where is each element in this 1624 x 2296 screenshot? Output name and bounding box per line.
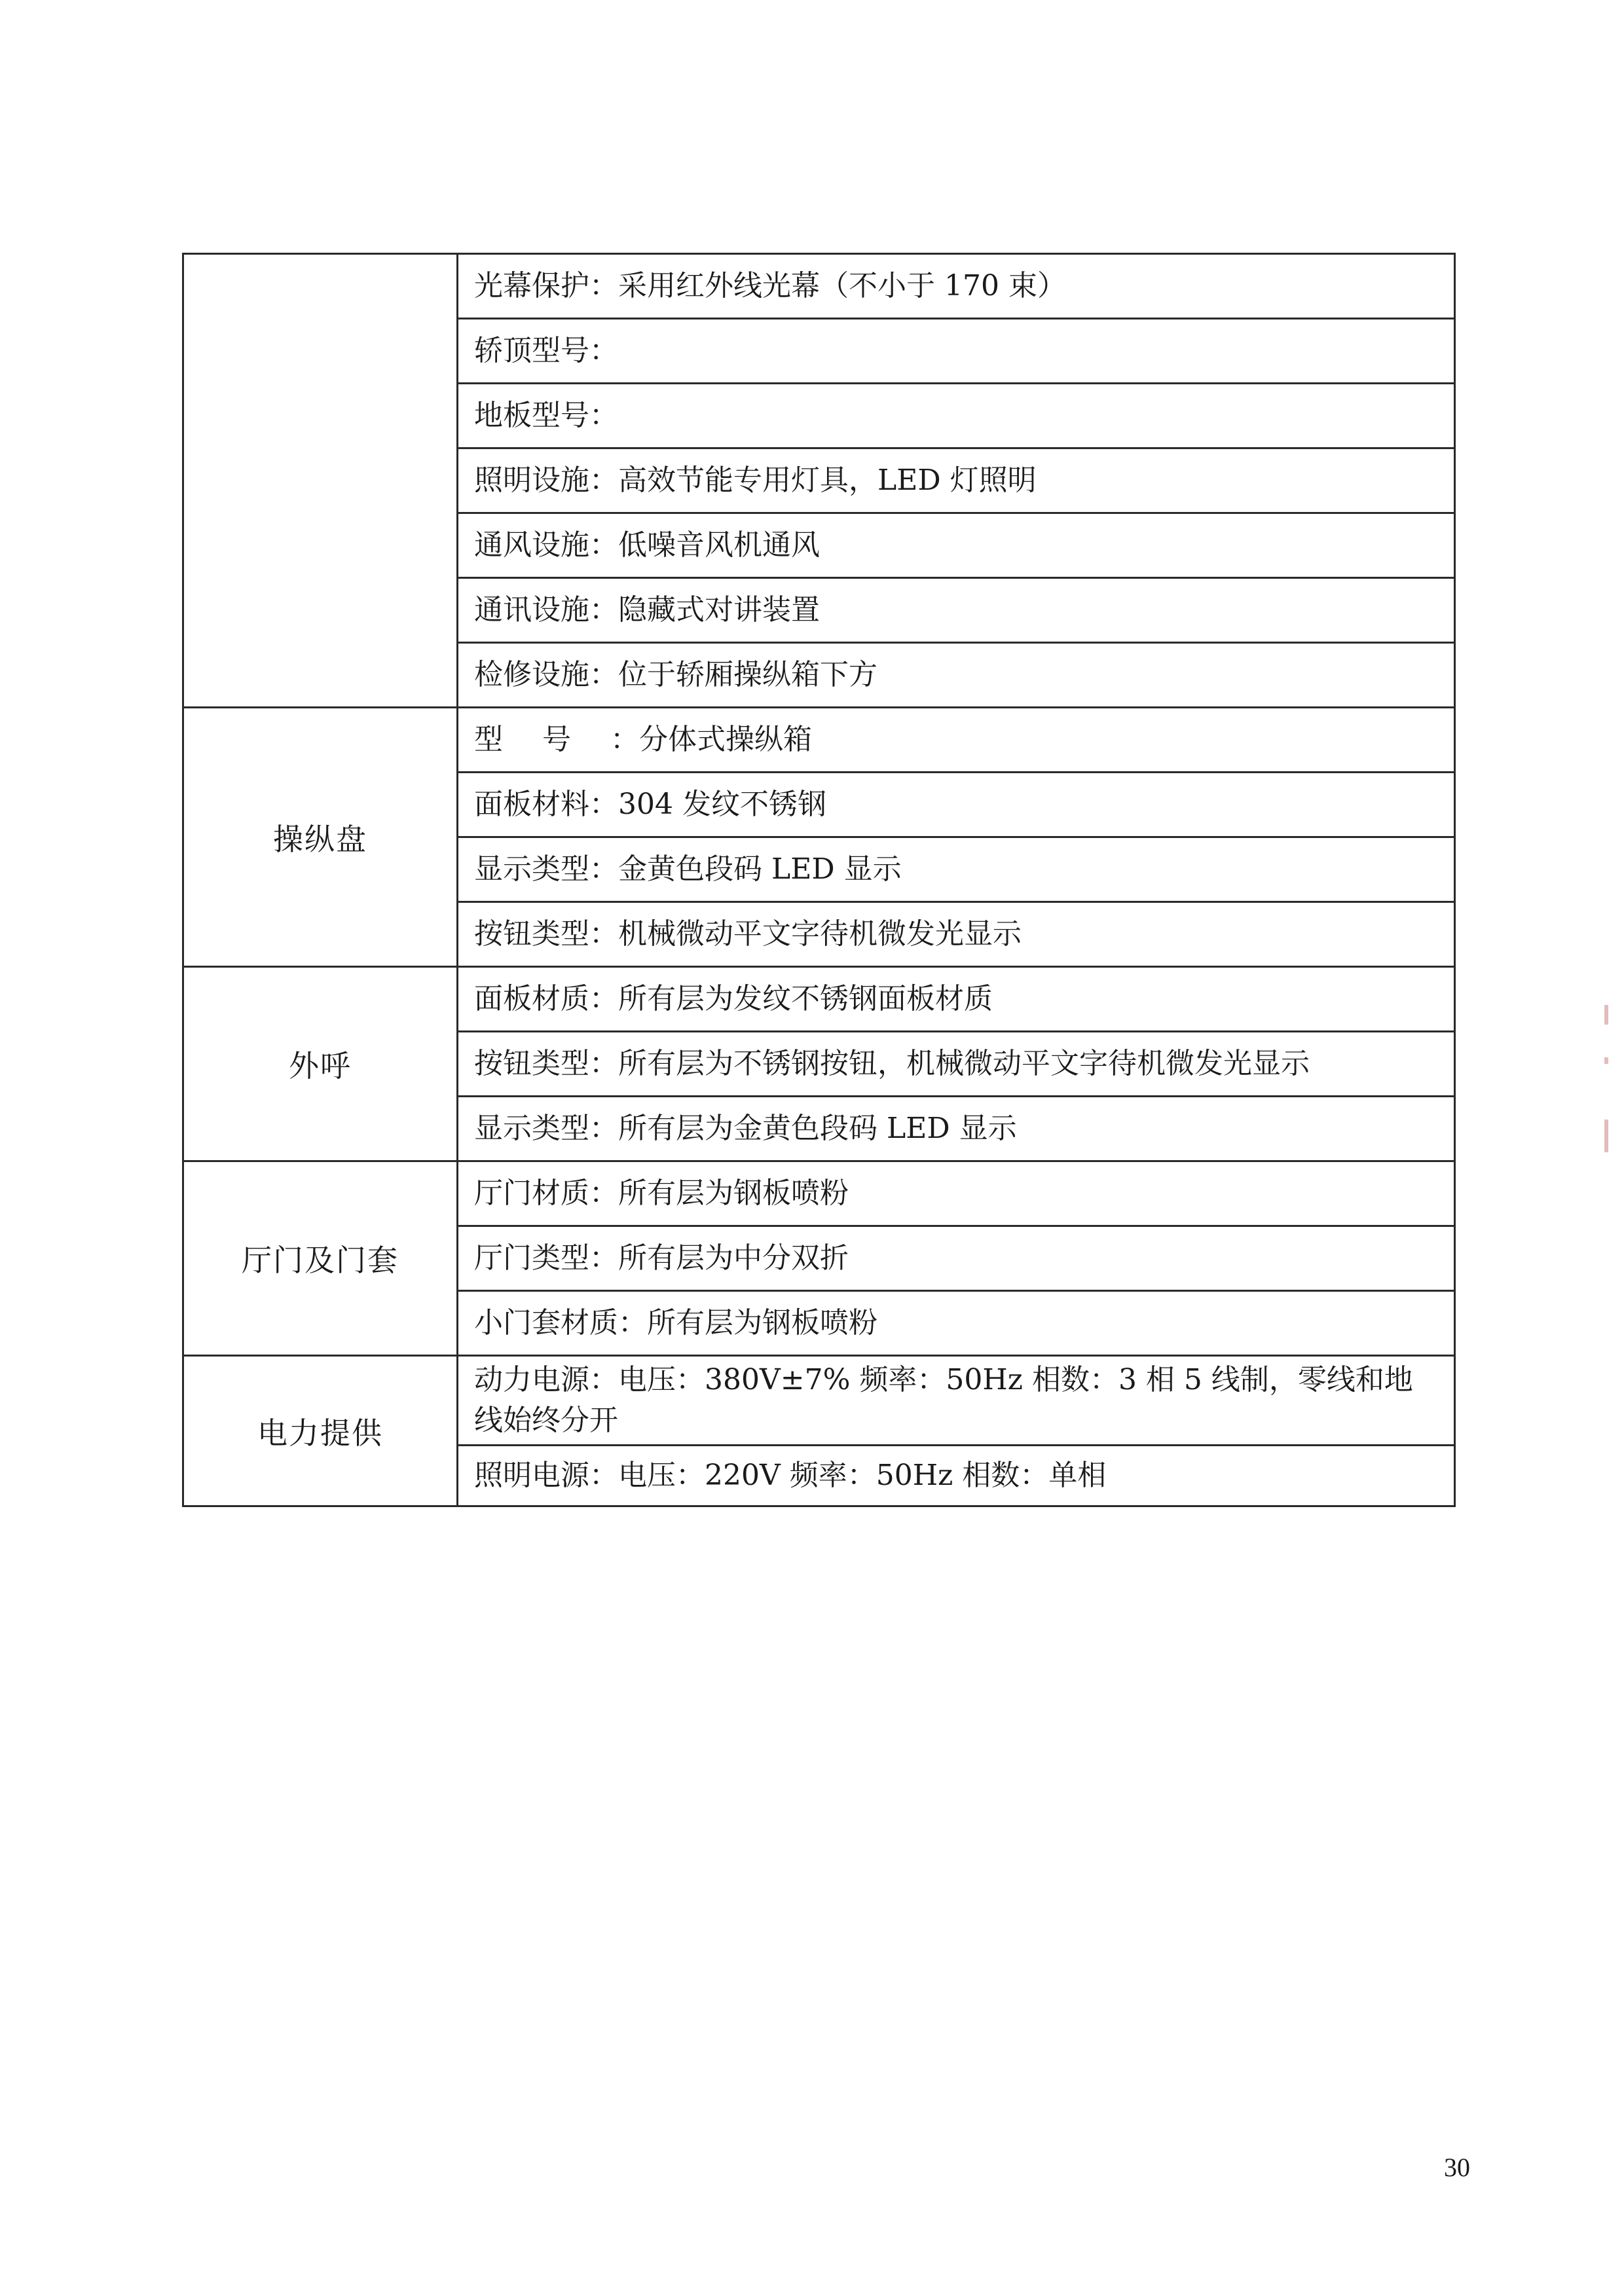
table-row xyxy=(183,967,1455,1032)
value-cell: 通讯设施：隐藏式对讲装置 xyxy=(458,578,1455,643)
category-cell-car xyxy=(183,254,458,708)
value-label: 型号 xyxy=(474,723,610,756)
margin-stamp-mark xyxy=(1604,1005,1608,1025)
value-cell: 轿顶型号： xyxy=(458,319,1455,384)
table-row xyxy=(183,708,1455,773)
category-cell-hall-call: 外呼 xyxy=(183,967,458,1161)
page-number: 30 xyxy=(1444,2153,1470,2182)
value-cell: 检修设施：位于轿厢操纵箱下方 xyxy=(458,643,1455,708)
value-cell: 动力电源：电压：380V±7% 频率：50Hz 相数：3 相 5 线制，零线和地线始终分开 xyxy=(458,1356,1455,1446)
margin-stamp-mark xyxy=(1604,1057,1608,1064)
value-cell: 按钮类型：机械微动平文字待机微发光显示 xyxy=(458,902,1455,967)
table-row xyxy=(183,1161,1455,1226)
value-cell: 地板型号： xyxy=(458,384,1455,448)
value-cell: 通风设施：低噪音风机通风 xyxy=(458,513,1455,578)
value-cell: 面板材质：所有层为发纹不锈钢面板材质 xyxy=(458,967,1455,1032)
spec-table xyxy=(182,253,1456,1507)
value-cell: 面板材料：304 发纹不锈钢 xyxy=(458,773,1455,837)
category-cell-landing-door: 厅门及门套 xyxy=(183,1161,458,1356)
value-cell: 光幕保护：采用红外线光幕（不小于 170 束） xyxy=(458,254,1455,319)
value-cell: 显示类型：金黄色段码 LED 显示 xyxy=(458,837,1455,902)
value-cell: 照明电源：电压：220V 频率：50Hz 相数：单相 xyxy=(458,1446,1455,1506)
value-text: ：分体式操纵箱 xyxy=(610,723,812,756)
table-row xyxy=(183,1356,1455,1446)
value-cell: 小门套材质：所有层为钢板喷粉 xyxy=(458,1291,1455,1356)
category-cell-power-supply: 电力提供 xyxy=(183,1356,458,1506)
category-cell-control-panel: 操纵盘 xyxy=(183,708,458,967)
table-row xyxy=(183,254,1455,319)
value-cell: 显示类型：所有层为金黄色段码 LED 显示 xyxy=(458,1097,1455,1161)
value-cell: 照明设施：高效节能专用灯具，LED 灯照明 xyxy=(458,448,1455,513)
value-cell: 厅门材质：所有层为钢板喷粉 xyxy=(458,1161,1455,1226)
value-cell xyxy=(458,708,1455,773)
margin-stamp-mark xyxy=(1604,1120,1608,1152)
value-cell: 厅门类型：所有层为中分双折 xyxy=(458,1226,1455,1291)
value-cell: 按钮类型：所有层为不锈钢按钮，机械微动平文字待机微发光显示 xyxy=(458,1032,1455,1097)
